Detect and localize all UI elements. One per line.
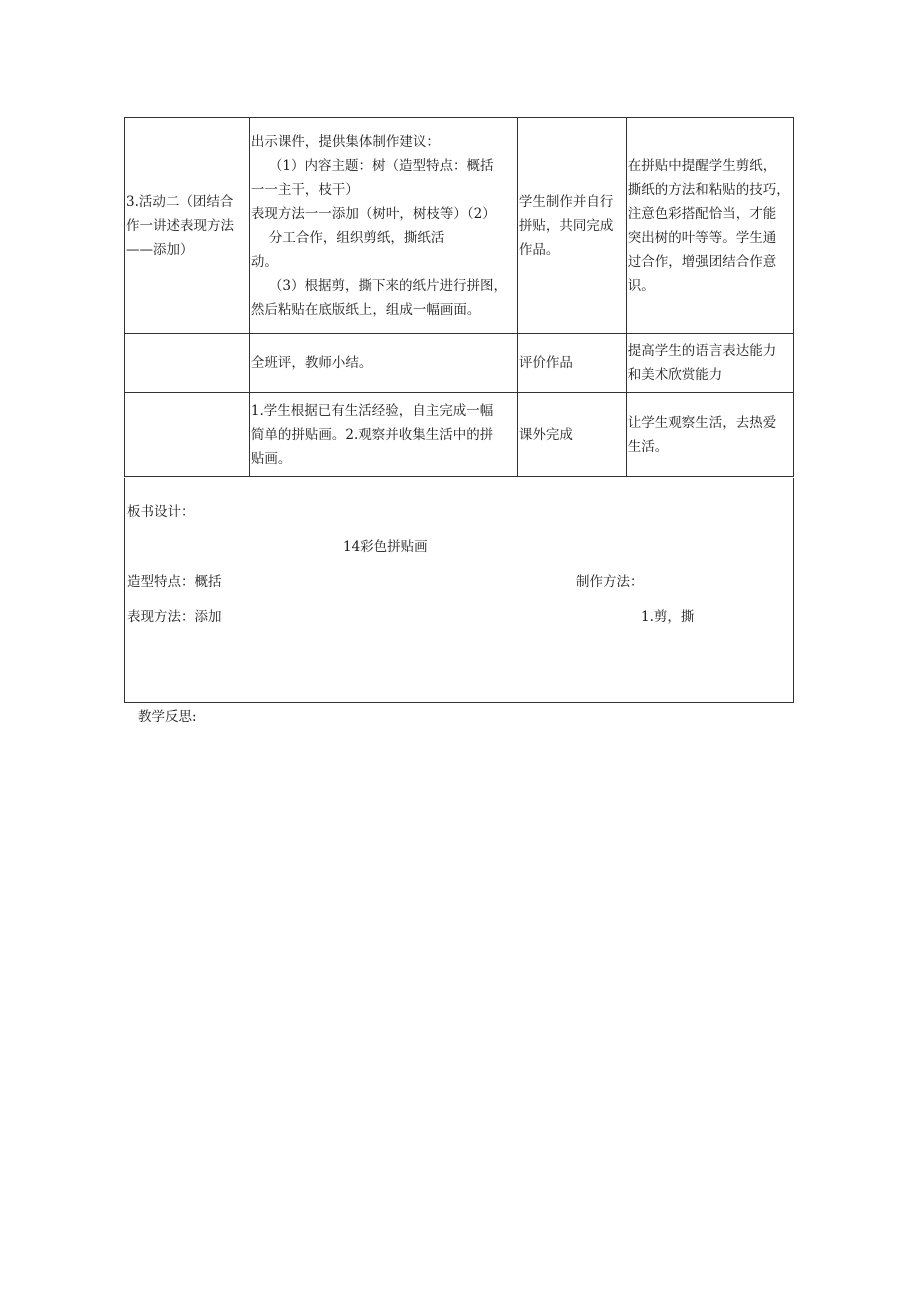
activity-line: 3.活动二（团结合 [126, 193, 234, 210]
teacher-line: 贴画。 [250, 450, 292, 467]
lesson-plan-table [124, 117, 794, 477]
student-line: 拼贴，共同完成 [518, 217, 614, 234]
board-expression: 表现方法：添加 [127, 609, 222, 625]
teacher-line: 分工合作，组织剪纸，撕纸活 [268, 229, 445, 246]
teacher-line: 一一主干，枝干） [250, 181, 359, 198]
board-feature: 造型特点：概括 [127, 574, 222, 590]
teacher-line: 表现方法一一添加（树叶，树枝等）（2） [250, 205, 496, 222]
activity-cell [125, 118, 250, 334]
intent-line: 提高学生的语言表达能力 [627, 343, 777, 359]
student-line: 学生制作并自行 [518, 193, 614, 210]
intent-line: 注意色彩搭配恰当，才能 [627, 205, 777, 222]
teacher-line: 然后粘贴在底版纸上，组成一幅画面。 [250, 301, 481, 318]
student-line: 作品。 [518, 241, 560, 258]
teacher-line: 出示课件，提供集体制作建议： [250, 133, 440, 150]
activity-line: ——添加） [126, 241, 194, 258]
board-design-label: 板书设计： [127, 504, 195, 520]
design-intent-cell [626, 334, 793, 393]
intent-line: 突出树的叶等等。学生通 [627, 229, 777, 246]
activity-cell [125, 393, 250, 477]
teacher-line: 动。 [250, 253, 278, 270]
table-row [125, 334, 794, 393]
table-row [125, 393, 794, 477]
design-intent-cell [626, 393, 793, 477]
intent-line: 和美术欣赏能力 [627, 367, 723, 383]
student-line: 课外完成 [518, 426, 573, 443]
board-title: 14彩色拼贴画 [343, 539, 428, 555]
intent-line: 过合作，增强团结合作意 [627, 253, 777, 270]
teaching-reflection-label: 教学反思: [138, 709, 197, 725]
teacher-line: 简单的拼贴画。2.观察并收集生活中的拼 [250, 426, 494, 443]
board-step: 1.剪，撕 [641, 609, 695, 625]
teacher-activity-cell [249, 334, 517, 393]
student-line: 评价作品 [518, 355, 573, 371]
board-design-section [124, 478, 794, 703]
intent-line: 让学生观察生活，去热爱 [627, 414, 777, 431]
intent-line: 撕纸的方法和粘贴的技巧， [627, 181, 790, 198]
student-activity-cell [517, 393, 626, 477]
teacher-line: （3）根据剪，撕下来的纸片进行拼图， [268, 277, 508, 294]
student-activity-cell [517, 118, 626, 334]
board-method-label: 制作方法： [576, 574, 644, 590]
teacher-activity-cell [249, 118, 517, 334]
teacher-activity-cell [249, 393, 517, 477]
intent-line: 识。 [627, 277, 655, 294]
intent-line: 生活。 [627, 438, 669, 455]
teacher-line: 1.学生根据已有生活经验，自主完成一幅 [250, 402, 494, 419]
intent-line: 在拼贴中提醒学生剪纸， [627, 157, 777, 174]
activity-line: 作一讲述表现方法 [126, 217, 234, 234]
student-activity-cell [517, 334, 626, 393]
design-intent-cell [626, 118, 793, 334]
activity-cell [125, 334, 250, 393]
teacher-line: 全班评，教师小结。 [250, 355, 373, 371]
teacher-line: （1）内容主题：树（造型特点：概括 [268, 157, 494, 174]
table-row [125, 118, 794, 334]
